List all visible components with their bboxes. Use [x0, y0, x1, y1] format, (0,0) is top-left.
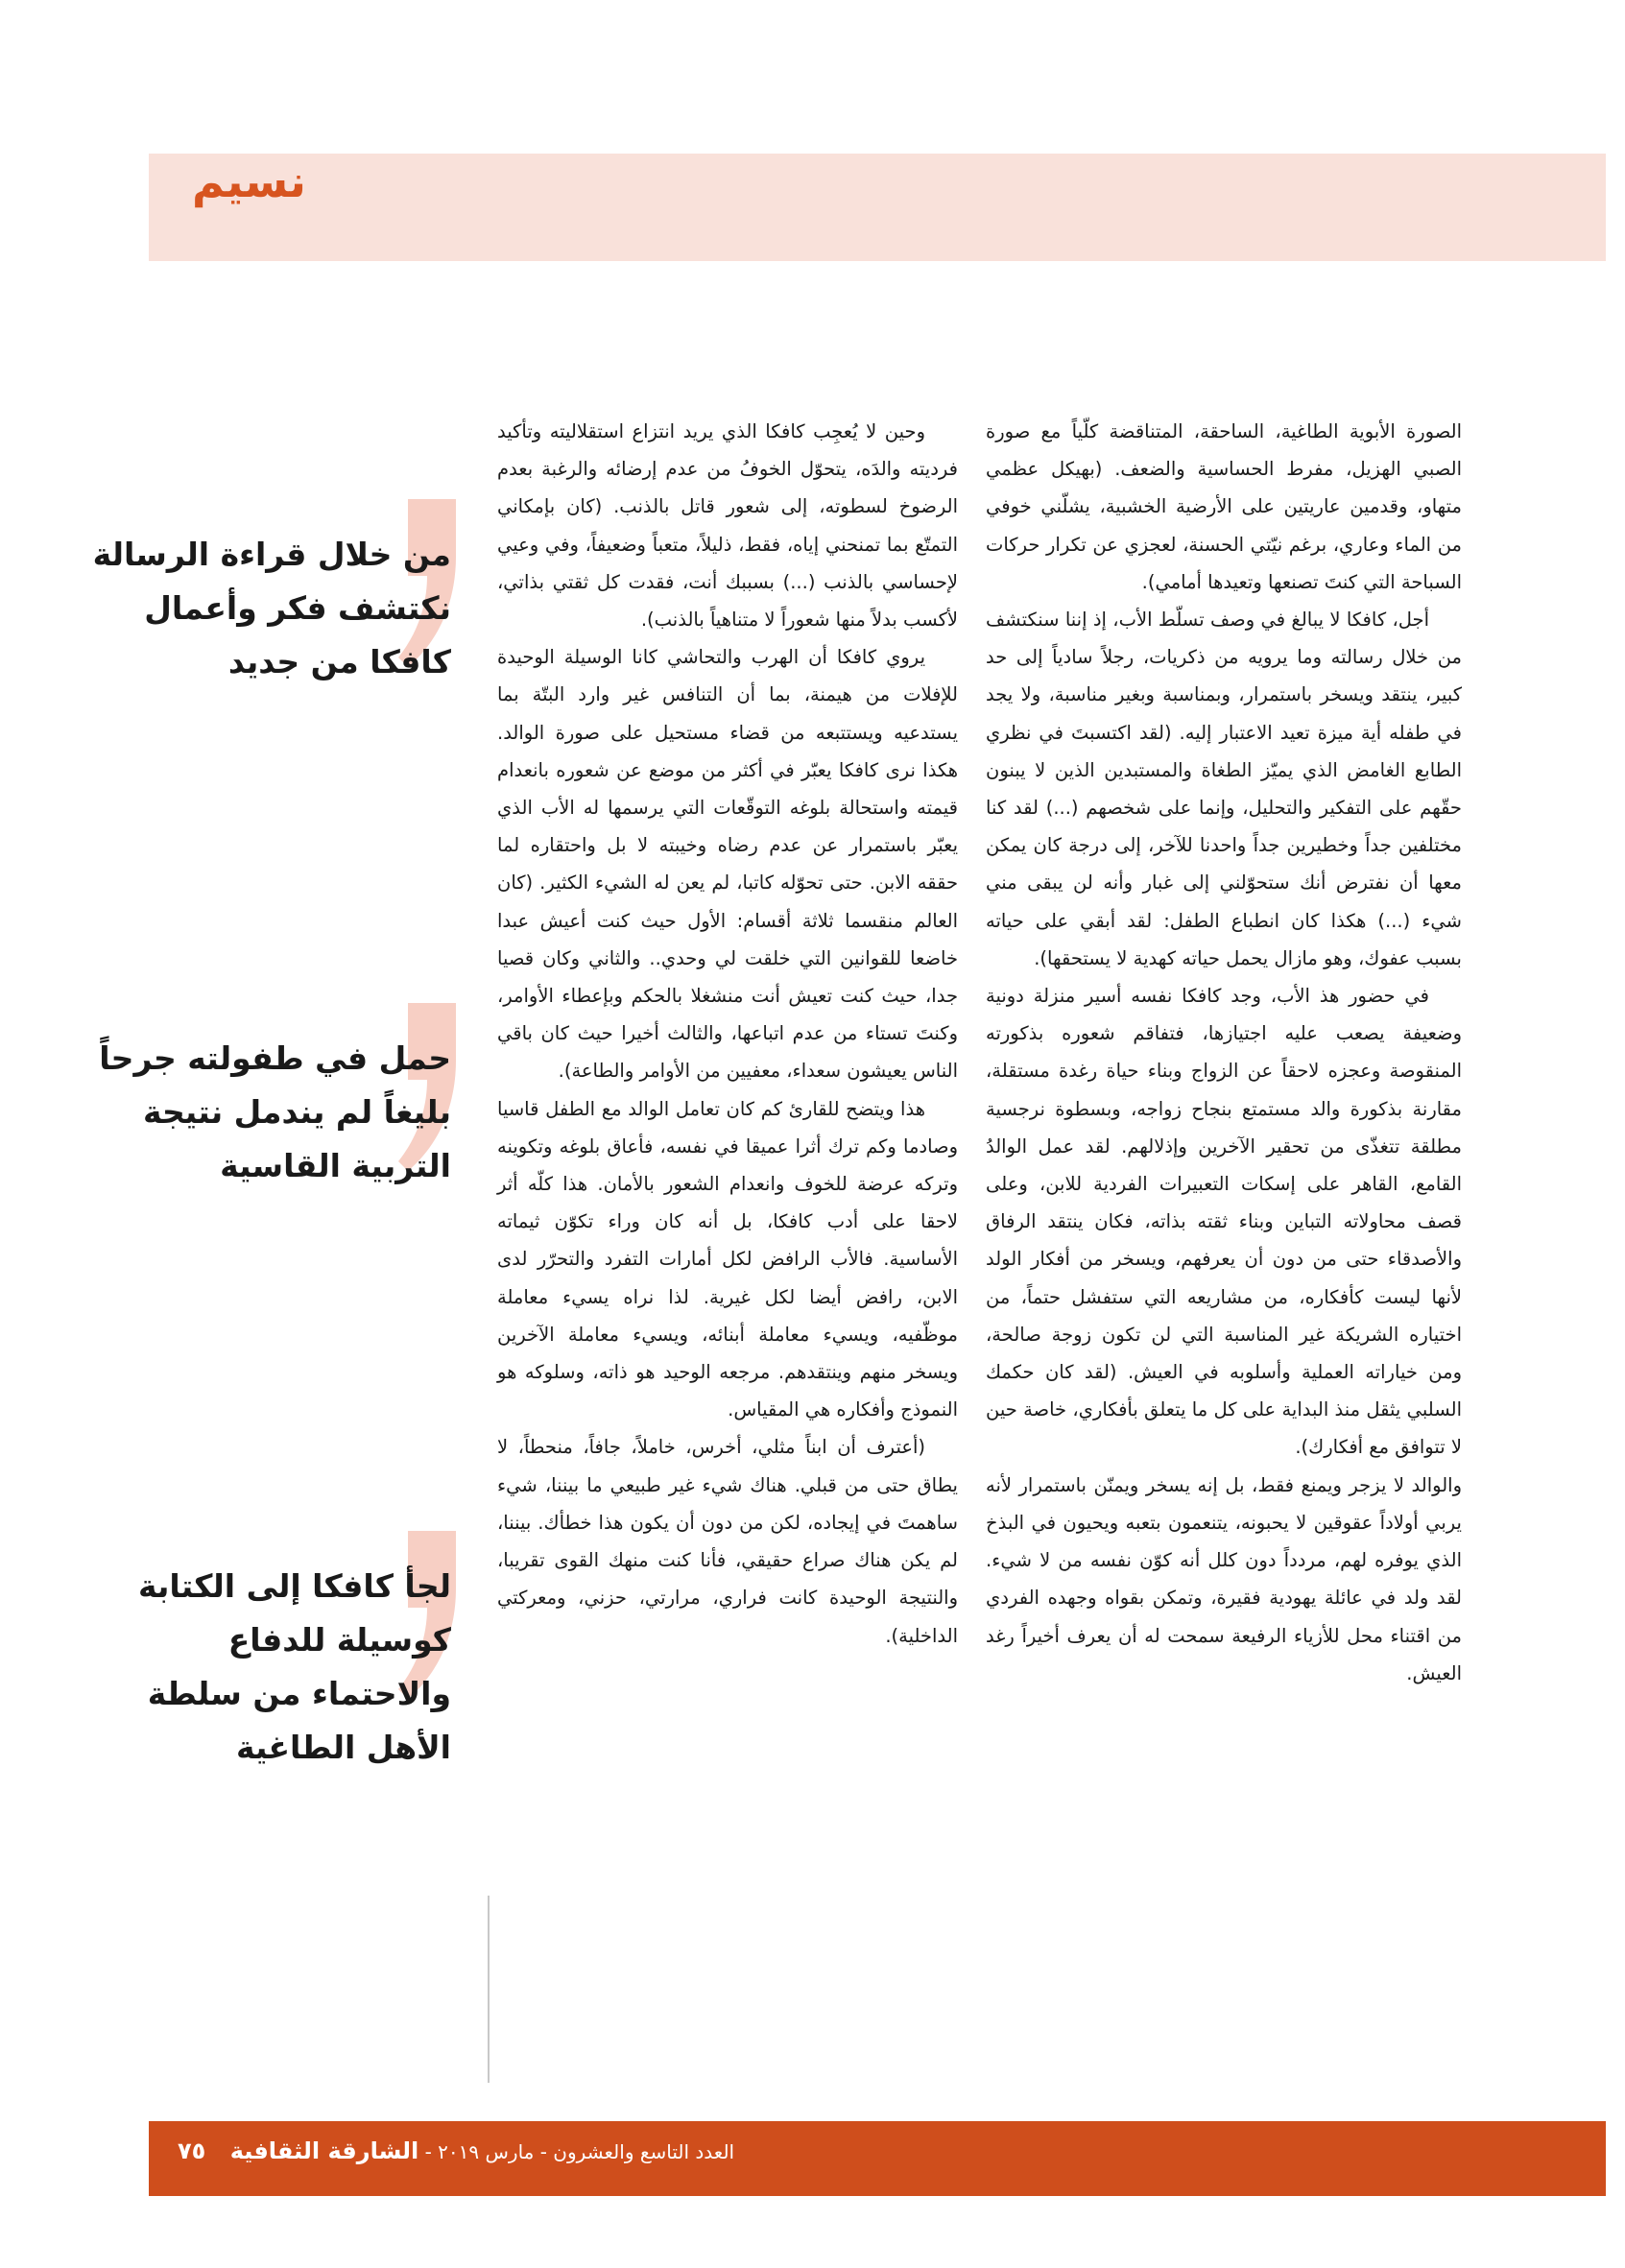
- paragraph: الصورة الأبوية الطاغية، الساحقة، المتناقضة كلّياً مع صورة الصبي الهزيل، مفرط الحساسية والضعف. (بهيكل عظمي متهاو، وقدمين عاريتين على الأرضية الخشبية، يشلّني خوفي من الماء وعاري، برغم نيّتي الحسنة، لعجزي عن تكرار حركات السباحة التي كنتَ تصنعها وتعيدها أمامي).: [986, 420, 1462, 593]
- article-column-right: [986, 413, 1462, 1692]
- header-band: [149, 154, 1606, 261]
- page-number: ٧٥: [178, 2137, 206, 2164]
- paragraph: يروي كافكا أن الهرب والتحاشي كانا الوسيلة الوحيدة للإفلات من هيمنة، بما أن التنافس غير وارد البتّة بما يستدعيه ويستتبعه من قضاء مستحيل على صورة الوالد. هكذا نرى كافكا يعبّر في أكثر من موضع عن شعوره بانعدام قيمته واستحالة بلوغه التوقّعات التي يرسمها له الأب الذي يعبّر باستمرار عن عدم رضاه وخيبته لا بل واحتقاره لما حققه الابن. حتى تحوّله كاتبا، لم يعن له الشيء الكثير. (كان العالم منقسما ثلاثة أقسام: الأول حيث كنت أعيش عبدا خاضعا للقوانين التي خلقت لي وحدي.. والثاني وكان قصيا جدا، حيث كنت تعيش أنت منشغلا بالحكم وبإعطاء الأوامر، وكنتَ تستاء من عدم اتباعها، والثالث أخيرا حيث كان باقي الناس يعيشون سعداء، معفيين من الأوامر والطاعة).: [497, 646, 958, 1083]
- section-title: نسيم: [192, 155, 306, 207]
- column-divider: [488, 1896, 490, 2083]
- pull-quote: لجأ كافكا إلى الكتابة كوسيلة للدفاع والاحتماء من سلطة الأهل الطاغية: [137, 1567, 451, 1766]
- pull-quote: حمل في طفولته جرحاً بليغاً لم يندمل نتيجة التربية القاسية: [99, 1039, 451, 1184]
- pull-quote: من خلال قراءة الرسالة نكتشف فكر وأعمال كافكا من جديد: [92, 536, 451, 680]
- paragraph: (أعترف أن ابناً مثلي، أخرس، خاملاً، جافاً، منحطاً، لا يطاق حتى من قبلي. هناك شيء غير طبيعي ما بيننا، شيء ساهمتَ في إيجاده، لكن من دون أن يكون هذا خطأك. بيننا، لم يكن هناك صراع حقيقي، فأنا كنت منهك القوى تقريبا، والنتيجة الوحيدة كانت فراري، مرارتي، حزني، ومعركتي الداخلية).: [497, 1436, 958, 1647]
- article-column-left: [497, 413, 958, 1655]
- paragraph: هذا ويتضح للقارئ كم كان تعامل الوالد مع الطفل قاسيا وصادما وكم ترك أثرا عميقا في نفسه، فأعاق بلوغه وتكوينه وتركه عرضة للخوف وانعدام الشعور بالأمان. هذا كلّه أثر لاحقا على أدب كافكا، بل أنه كان وراء تكوّن ثيماته الأساسية. فالأب الرافض لكل أمارات التفرد والتحرّر لدى الابن، رافض أيضا لكل غيرية. لذا نراه يسيء معاملة موظّفيه، ويسيء معاملة أبنائه، ويسيء معاملة الآخرين ويسخر منهم وينتقدهم. مرجعه الوحيد هو ذاته، وسلوكه هو النموذج وأفكاره هي المقياس.: [497, 1097, 958, 1421]
- paragraph: وحين لا يُعجِب كافكا الذي يريد انتزاع استقلاليته وتأكيد فرديته والدَه، يتحوّل الخوفُ من عدم إرضائه والرغبة بعدم الرضوخ لسطوته، إلى شعور قاتل بالذنب. (كان بإمكاني التمتّع بما تمنحني إياه، فقط، ذليلاً، متعباً وضعيفاً، وفي وعيي لإحساسي بالذنب (...) بسببك أنت، فقدت كل ثقتي بذاتي، لأكسب بدلاً منها شعوراً لا متناهياً بالذنب).: [497, 420, 958, 632]
- paragraph: أجل، كافكا لا يبالغ في وصف تسلّط الأب، إذ إننا سنكتشف من خلال رسالته وما يرويه من ذكريات، رجلاً سادياً إلى حد كبير، ينتقد ويسخر باستمرار، وبمناسبة وبغير مناسبة، ولا يجد في طفله أية ميزة تعيد الاعتبار إليه. (لقد اكتسبتَ في نظري الطابع الغامض الذي يميّز الطغاة والمستبدين الذين لا يبنون حقّهم على التفكير والتحليل، وإنما على شخصهم (...) لقد كنا مختلفين جداً وخطيرين جداً واحدنا للآخر، إلى درجة كان يمكن معها أن نفترض أنك ستحوّلني إلى غبار وأنه لن يبقى مني شيء (...) هكذا كان انطباع الطفل: لقد أبقي على حياته بسبب عفوك، وهو مازال يحمل حياته كهدية لا يستحقها).: [986, 609, 1462, 969]
- footer: [178, 2137, 734, 2164]
- paragraph: في حضور هذ الأب، وجد كافكا نفسه أسير منزلة دونية وضعيفة يصعب عليه اجتيازها، فتفاقم شعوره بذكورته المنقوصة وعجزه لاحقاً عن الزواج وبناء حياة رغدة مستقلة، مقارنة بذكورة والد مستمتع بنجاح زواجه، وبسطوة نرجسية مطلقة تتغذّى من تحقير الآخرين وإذلالهم. لقد عمل الوالدُ القامع، القاهر على إسكات التعبيرات الفردية للابن، وعلى قصف محاولاته التباين وبناء ثقته بذاته، فكان ينتقد الرفاق والأصدقاء حتى من دون أن يعرفهم، ويسخر من أفكار الولد لأنها ليست كأفكاره، من مشاريعه التي ستفشل حتماً، من اختياره الشريكة غير المناسبة التي لن تكون زوجة صالحة، ومن خياراته العملية وأسلوبه في العيش. (لقد كان حكمك السلبي يثقل منذ البداية على كل ما يتعلق بأفكاري، خاصة حين لا تتوافق مع أفكارك).: [986, 985, 1462, 1459]
- magazine-logo: الشارقة الثقافية: [229, 2137, 419, 2164]
- issue-info: العدد التاسع والعشرون - مارس ٢٠١٩ -: [424, 2140, 735, 2163]
- paragraph: والوالد لا يزجر ويمنع فقط، بل إنه يسخر ويمنّن باستمرار لأنه يربي أولاداً عقوقين لا يحبونه، يتنعمون بتعبه ويحيون في البذخ الذي يوفره لهم، مردداً دون كلل أنه كوّن نفسه من لا شيء. لقد ولد في عائلة يهودية فقيرة، وتمكن بقواه وجهده الفردي من اقتناء محل للأزياء الرفيعة سمحت له أن يعرف أخيراً رغد العيش.: [986, 1473, 1462, 1684]
